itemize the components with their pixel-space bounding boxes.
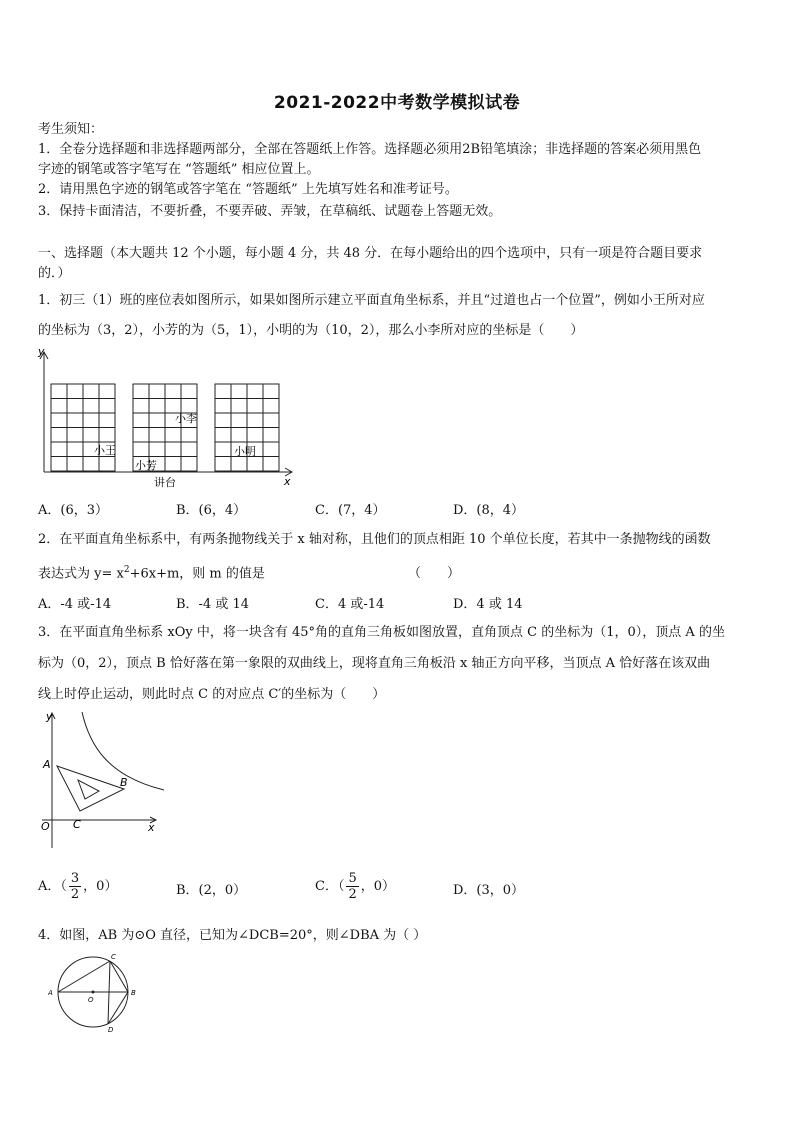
q3-origin-label: O — [41, 820, 50, 833]
seat-cell — [133, 399, 149, 414]
seat-cell — [247, 384, 263, 399]
seat-cell — [263, 442, 279, 457]
q3-y-label: y — [46, 710, 53, 723]
seat-cell — [99, 399, 115, 414]
section-heading-cont: 的．） — [38, 266, 71, 281]
seat-cell — [149, 442, 165, 457]
seat-cell — [247, 428, 263, 443]
q1-seat-grid-middle — [133, 384, 197, 471]
seat-cell — [67, 413, 83, 428]
q1-label-wang: 小王 — [94, 444, 116, 457]
seat-cell — [149, 399, 165, 414]
q3-option-a-suffix: ，0） — [83, 879, 118, 894]
seat-cell — [51, 413, 67, 428]
q1-label-ming: 小明 — [234, 445, 256, 458]
q3-option-c-suffix: ，0） — [360, 879, 396, 894]
q3-option-c-denominator: 2 — [348, 887, 357, 902]
seat-cell — [83, 413, 99, 428]
seat-cell — [133, 384, 149, 399]
seat-cell — [99, 413, 115, 428]
exam-title: 2021-2022中考数学模拟试卷 — [273, 93, 521, 113]
q4-point-d-label: D — [108, 1026, 114, 1034]
q4-point-b-label: B — [131, 989, 136, 997]
seat-cell — [263, 457, 279, 472]
seat-cell — [51, 457, 67, 472]
seat-cell — [83, 457, 99, 472]
seat-cell — [67, 399, 83, 414]
q3-option-a-fraction — [69, 871, 81, 902]
seat-cell — [215, 413, 231, 428]
seat-cell — [165, 428, 181, 443]
q4-point-c-label: C — [111, 953, 116, 961]
seat-cell — [67, 384, 83, 399]
notice-item-1: 1．全卷分选择题和非选择题两部分，全部在答题纸上作答。选择题必须用2B铅笔填涂；非选择题的答案必须用黑色 — [38, 142, 702, 157]
seat-cell — [165, 457, 181, 472]
q1-label-li: 小李 — [175, 412, 197, 425]
q3-text-line2: 标为（0，2），顶点 B 恰好落在第一象限的双曲线上，现将直角三角板沿 x 轴正方向平移，当顶点 A 恰好落在该双曲 — [38, 656, 711, 671]
seat-cell — [83, 399, 99, 414]
seat-cell — [231, 457, 247, 472]
seat-cell — [231, 428, 247, 443]
q1-option-b: B．(6，4） — [176, 503, 247, 518]
seat-cell — [263, 413, 279, 428]
seat-cell — [83, 384, 99, 399]
q4-text: 4．如图，AB 为⊙O 直径，已知为∠DCB=20°，则∠DBA 为（ ） — [38, 928, 427, 943]
q1-text-line2: 的坐标为（3，2），小芳的为（5，1），小明的为（10，2），那么小李所对应的坐标是（ ） — [38, 323, 584, 338]
q4-center-label: O — [88, 996, 94, 1004]
q3-triangle-inner — [78, 780, 99, 799]
q2-expr-start: 表达式为 y= x — [38, 566, 124, 582]
q3-option-d: D．(3，0） — [453, 883, 525, 898]
seat-cell — [181, 399, 197, 414]
q1-text-line1: 1．初三（1）班的座位表如图所示，如果如图所示建立平面直角坐标系，并且“过道也占一个位置”，例如小王所对应 — [38, 293, 705, 308]
q2-answer-paren: （ ） — [408, 566, 461, 581]
seat-cell — [215, 457, 231, 472]
seat-cell — [99, 428, 115, 443]
seat-cell — [83, 428, 99, 443]
q1-option-d: D．(8，4） — [453, 503, 525, 518]
seat-cell — [263, 384, 279, 399]
notice-heading: 考生须知： — [38, 122, 104, 137]
q3-option-c-numerator: 5 — [348, 871, 357, 886]
q4-center-dot — [92, 991, 95, 994]
q2-text-line1: 2．在平面直角坐标系中，有两条抛物线关于 x 轴对称，且他们的顶点相距 10 个单位长度，若其中一条抛物线的函数 — [38, 532, 711, 547]
q1-option-a: A．(6，3） — [38, 503, 109, 518]
q2-exponent: 2 — [123, 565, 130, 575]
q3-option-a — [38, 871, 117, 902]
seat-cell — [263, 399, 279, 414]
seat-cell — [133, 413, 149, 428]
seat-cell — [51, 428, 67, 443]
seat-cell — [181, 442, 197, 457]
section-heading: 一、选择题（本大题共 12 个小题，每小题 4 分，共 48 分．在每小题给出的四个选项中，只有一项是符合题目要求 — [38, 246, 703, 261]
seat-cell — [263, 428, 279, 443]
seat-cell — [99, 457, 115, 472]
q3-option-c-fraction — [346, 871, 358, 902]
q2-expr-end: +6x+m，则 m 的值是 — [129, 566, 265, 582]
q4-chord-db — [108, 992, 128, 1024]
seat-cell — [149, 384, 165, 399]
seat-cell — [149, 413, 165, 428]
seat-cell — [51, 442, 67, 457]
notice-item-1-cont: 字迹的钢笔或答字笔写在 “答题纸” 相应位置上。 — [38, 162, 320, 177]
q3-point-b-label: B — [120, 776, 128, 789]
seat-cell — [133, 442, 149, 457]
q2-option-d: D．4 或 14 — [453, 597, 523, 612]
seat-cell — [231, 399, 247, 414]
q3-point-a-label: A — [43, 758, 51, 771]
q1-label-podium: 讲台 — [154, 476, 176, 489]
seat-cell — [247, 399, 263, 414]
q1-y-label: y — [38, 345, 45, 358]
seat-cell — [215, 399, 231, 414]
q2-option-c: C．4 或-14 — [315, 597, 385, 612]
q1-x-label: x — [284, 475, 291, 488]
q3-text-line3: 线上时停止运动，则此时点 C 的对应点 C′的坐标为（ ） — [38, 687, 386, 702]
seat-cell — [181, 384, 197, 399]
q3-text-line1: 3．在平面直角坐标系 xOy 中，将一块含有 45°角的直角三角板如图放置，直角顶点 C 的坐标为（1，0），顶点 A 的坐 — [38, 625, 725, 640]
seat-cell — [149, 428, 165, 443]
q3-option-c — [315, 871, 395, 902]
q2-option-b: B．-4 或 14 — [176, 597, 250, 612]
seat-cell — [231, 384, 247, 399]
seat-cell — [165, 384, 181, 399]
q4-chord-cb — [110, 961, 128, 992]
seat-cell — [67, 442, 83, 457]
q2-text-line2 — [38, 561, 265, 583]
seat-cell — [99, 384, 115, 399]
seat-cell — [67, 428, 83, 443]
q1-label-fang: 小芳 — [135, 459, 157, 472]
seat-cell — [247, 457, 263, 472]
seat-cell — [51, 399, 67, 414]
q3-option-a-numerator: 3 — [70, 871, 80, 886]
seat-cell — [181, 457, 197, 472]
q2-option-a: A．-4 或-14 — [38, 597, 112, 612]
seat-cell — [51, 384, 67, 399]
q3-option-a-denominator: 2 — [70, 887, 80, 902]
q3-option-c-prefix: C．（ — [315, 879, 345, 894]
seat-cell — [133, 428, 149, 443]
seat-cell — [231, 413, 247, 428]
q3-triangle-outer — [57, 766, 124, 811]
q3-point-c-label: C — [73, 818, 81, 831]
seat-cell — [165, 399, 181, 414]
q3-triangle-figure — [34, 708, 174, 858]
notice-item-2: 2．请用黑色字迹的钢笔或答字笔在 “答题纸” 上先填写姓名和准考证号。 — [38, 182, 458, 197]
q3-option-b: B．(2，0） — [176, 883, 247, 898]
q4-circle-figure — [48, 952, 148, 1034]
q4-chord-ac — [58, 961, 110, 992]
q3-x-label: x — [148, 821, 155, 834]
seat-cell — [67, 457, 83, 472]
q3-option-a-prefix: A．（ — [38, 879, 67, 894]
q4-point-a-label: A — [48, 989, 53, 997]
q1-option-c: C．(7，4） — [315, 503, 386, 518]
seat-cell — [181, 428, 197, 443]
seat-cell — [215, 384, 231, 399]
seat-cell — [165, 442, 181, 457]
seat-cell — [247, 413, 263, 428]
q1-seat-grid-left — [51, 384, 115, 471]
q1-seating-figure — [34, 342, 304, 492]
seat-cell — [215, 442, 231, 457]
notice-item-3: 3．保持卡面清洁，不要折叠，不要弄破、弄皱，在草稿纸、试题卷上答题无效。 — [38, 204, 502, 219]
seat-cell — [215, 428, 231, 443]
